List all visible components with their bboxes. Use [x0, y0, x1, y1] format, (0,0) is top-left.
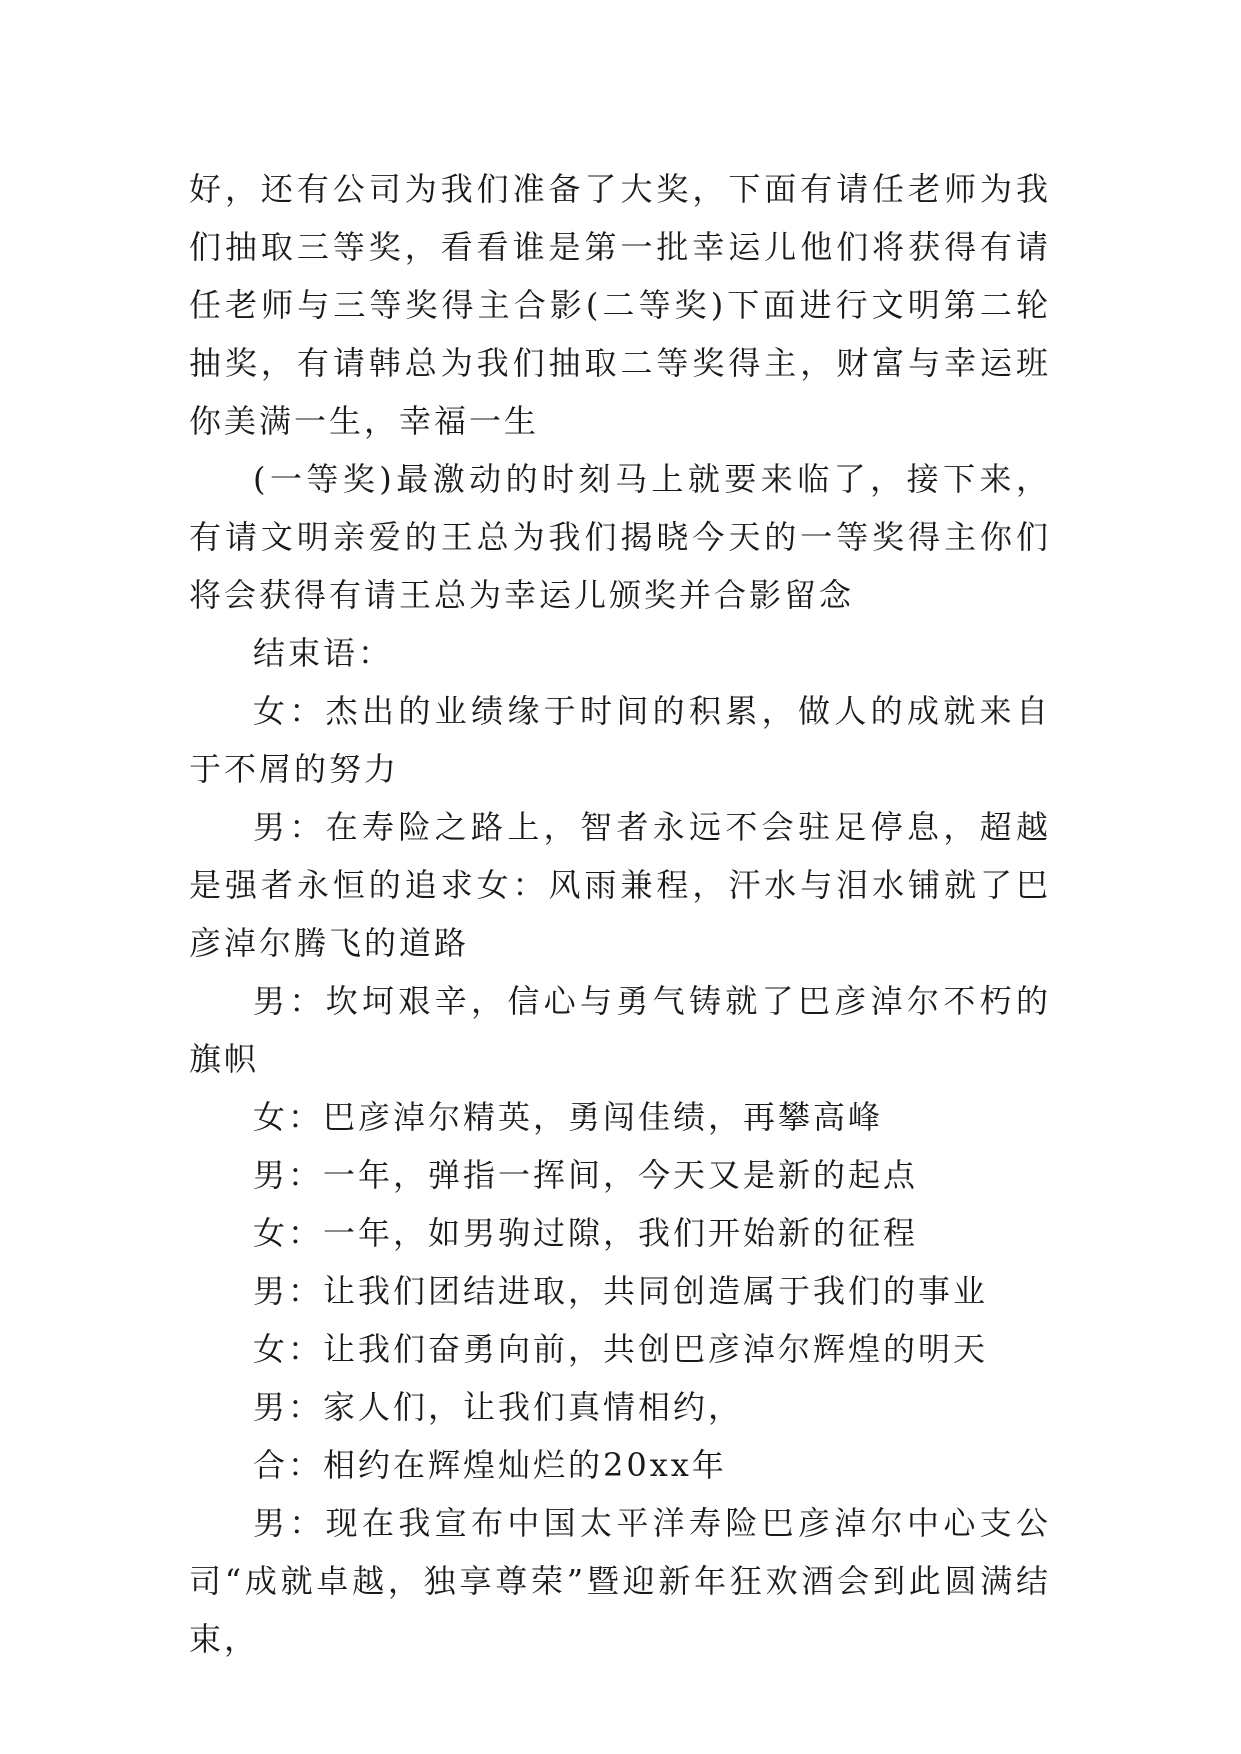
paragraph-line: 男：坎坷艰辛，信心与勇气铸就了巴彦淖尔不朽的旗帜 — [189, 982, 1051, 1078]
paragraph-line: 合：相约在辉煌灿烂的20xx年 — [253, 1446, 727, 1484]
paragraph-lottery-first: (一等奖)最激动的时刻马上就要来临了，接下来，有请文明亲爱的王总为我们揭晓今天的一等奖得主你们将会获得有请王总为幸运儿颁奖并合影留念 — [189, 460, 1051, 614]
paragraph-line: 女：一年，如男驹过隙，我们开始新的征程 — [253, 1214, 919, 1252]
paragraph-line: 男：一年，弹指一挥间，今天又是新的起点 — [253, 1156, 919, 1194]
paragraph-line: 女：杰出的业绩缘于时间的积累，做人的成就来自于不屑的努力 — [189, 692, 1051, 788]
paragraph-line: 女：巴彦淖尔精英，勇闯佳绩，再攀高峰 — [253, 1098, 884, 1136]
paragraph-closing-announcement: 男：现在我宣布中国太平洋寿险巴彦淖尔中心支公司“成就卓越，独享尊荣”暨迎新年狂欢酒会到此圆满结束， — [189, 1504, 1051, 1658]
paragraph-closing-heading: 结束语： — [253, 634, 394, 672]
paragraph-line: 男：让我们团结进取，共同创造属于我们的事业 — [253, 1272, 989, 1310]
paragraph-lottery-third-second: 好，还有公司为我们准备了大奖，下面有请任老师为我们抽取三等奖，看看谁是第一批幸运儿他们将获得有请任老师与三等奖得主合影(二等奖)下面进行文明第二轮抽奖，有请韩总为我们抽取二等奖得主，财富与幸运班你美满一生，幸福一生 — [189, 170, 1051, 440]
paragraph-line: 男：家人们，让我们真情相约， — [253, 1388, 744, 1426]
paragraph-line: 男：在寿险之路上，智者永远不会驻足停息，超越是强者永恒的追求女：风雨兼程，汗水与泪水铺就了巴彦淖尔腾飞的道路 — [189, 808, 1051, 962]
document-body — [189, 160, 1051, 1668]
paragraph-line: 女：让我们奋勇向前，共创巴彦淖尔辉煌的明天 — [253, 1330, 989, 1368]
